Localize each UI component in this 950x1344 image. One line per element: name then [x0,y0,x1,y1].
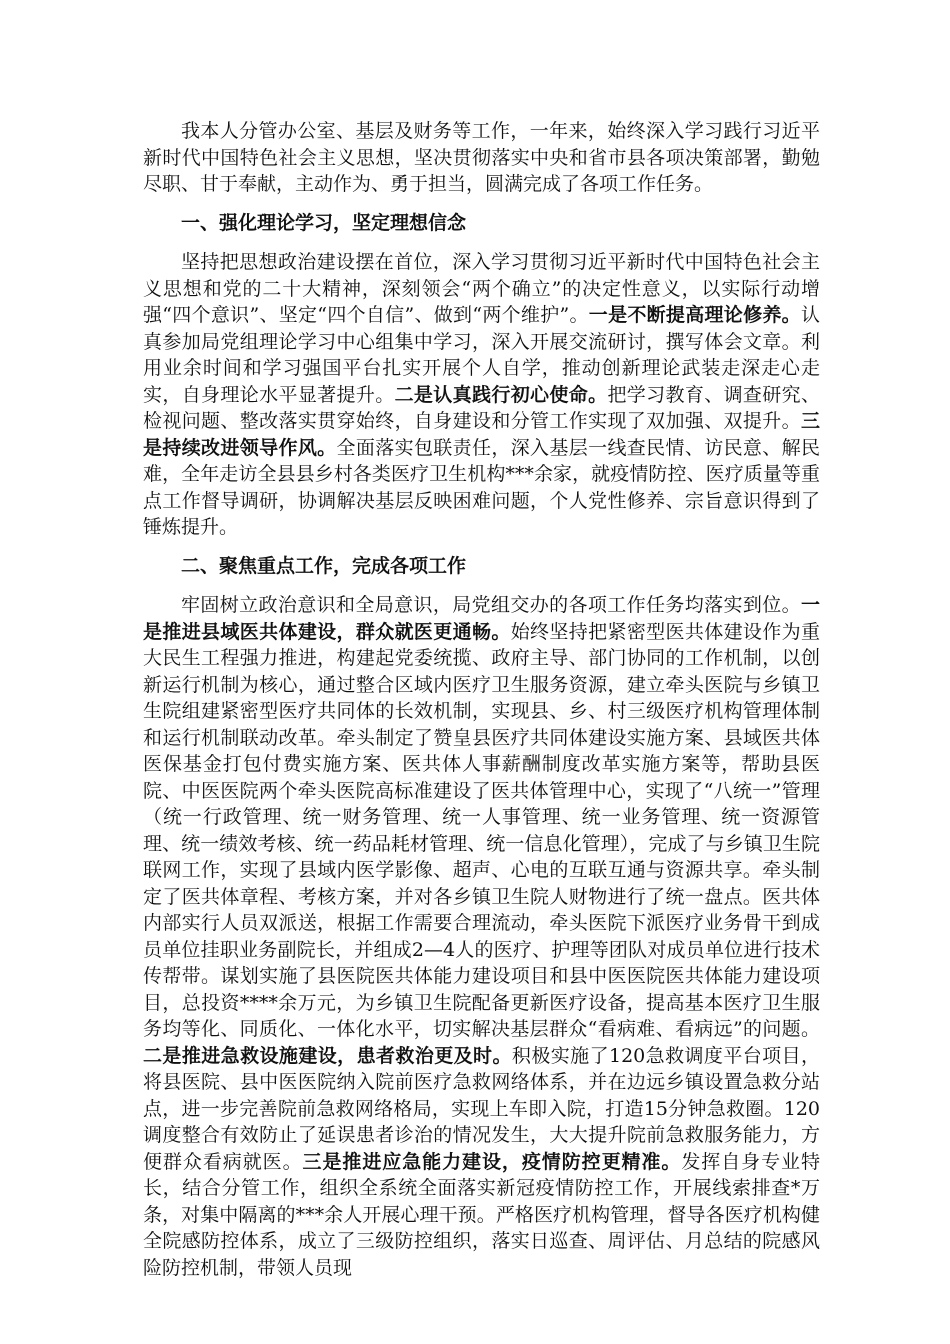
section2-text-c: 积极实施了120急救调度平台项目，将县医院、县中医医院纳入院前医疗急救网络体系，并在边远乡镇设置急救分站点，进一步完善院前急救网络格局，实现上车即入院，打造15分钟急救圈。120调度整合有效防止了延误患者诊治的情况发生，大大提升院前急救服务能力，方便群众看病就医。 [143,1044,820,1173]
section2-paragraph [143,592,820,1281]
section1-text-b: 认真参加局党组理论学习中心组集中学习，深入开展交流研讨，撰写体会文章。利用业余时间和学习强国平台扎实开展个人自学，推动创新理论武装走深走心走实，自身理论水平显著提升。 [143,304,820,406]
section2-heading: 二、聚焦重点工作，完成各项工作 [181,554,467,577]
section1-text-d: 全面落实包联责任，深入基层一线查民情、访民意、解民难，全年走访全县县乡村各类医疗卫生机构***余家，就疫情防控、医疗质量等重点工作督导调研，协调解决基层反映困难问题，个人党性修养、宗旨意识得到了锤炼提升。 [143,436,820,538]
section1-text-a: 坚持把思想政治建设摆在首位，深入学习贯彻习近平新时代中国特色社会主义思想和党的二十大精神，深刻领会“两个确立”的决定性意义，以实际行动增强“四个意识”、坚定“四个自信”、做到“两个维护”。 [143,251,820,326]
section1-text-c: 把学习教育、调查研究、检视问题、整改落实贯穿始终，自身建设和分管工作实现了双加强、双提升。 [143,383,820,432]
section1-paragraph [143,249,820,541]
section1-bold-2: 二是认真践行初心使命。 [394,383,608,406]
section2-bold-2: 二是推进急救设施建设，患者救治更及时。 [143,1044,512,1067]
section1-bold-1: 一是不断提高理论修养。 [588,304,801,326]
section2-text-a: 牢固树立政治意识和全局意识，局党组交办的各项工作任务均落实到位。 [181,594,801,616]
section2-bold-1: 一是推进县域医共体建设，群众就医更通畅。 [143,594,820,643]
section1-bold-3: 三是持续改进领导作风。 [143,410,820,459]
section2-bold-3: 三是推进应急能力建设，疫情防控更精准。 [302,1150,682,1173]
section1-heading: 一、强化理论学习，坚定理想信念 [181,211,467,234]
section2-text-d: 发挥自身专业特长，结合分管工作，组织全系统全面落实新冠疫情防控工作，开展线索排查*万条，对集中隔离的***余人开展心理干预。严格医疗机构管理，督导各医疗机构健全院感防控体系，成立了三级防控组织，落实日巡查、周评估、月总结的院感风险防控机制，带领人员现 [143,1150,820,1279]
intro-paragraph: 我本人分管办公室、基层及财务等工作，一年来，始终深入学习践行习近平新时代中国特色社会主义思想，坚决贯彻落实中央和省市县各项决策部署，勤勉尽职、甘于奉献，主动作为、勇于担当，圆满完成了各项工作任务。 [143,120,820,195]
section2-text-b: 始终坚持把紧密型医共体建设作为重大民生工程强力推进，构建起党委统揽、政府主导、部门协同的工作机制，以创新运行机制为核心，通过整合区域内医疗卫生服务资源，建立牵头医院与乡镇卫生院组建紧密型医疗共同体的长效机制，实现县、乡、村三级医疗机构管理体制和运行机制联动改革。牵头制定了赞皇县医疗共同体建设实施方案、县域医共体医保基金打包付费实施方案、医共体人事薪酬制度改革实施方案等，帮助县医院、中医医院两个牵头医院高标准建设了医共体管理中心，实现了“八统一”管理（统一行政管理、统一财务管理、统一人事管理、统一业务管理、统一资源管理、统一绩效考核、统一药品耗材管理、统一信息化管理），完成了与乡镇卫生院联网工作，实现了县域内医学影像、超声、心电的互联互通与资源共享。牵头制定了医共体章程、考核方案，并对各乡镇卫生院人财物进行了统一盘点。医共体内部实行人员双派送，根据工作需要合理流动，牵头医院下派医疗业务骨干到成员单位挂职业务副院长，并组成2—4人的医疗、护理等团队对成员单位进行技术传帮带。谋划实施了县医院医共体能力建设项目和县中医医院医共体能力建设项目，总投资****余万元，为乡镇卫生院配备更新医疗设备，提高基本医疗卫生服务均等化、同质化、一体化水平，切实解决基层群众“看病难、看病远”的问题。 [143,620,820,1040]
